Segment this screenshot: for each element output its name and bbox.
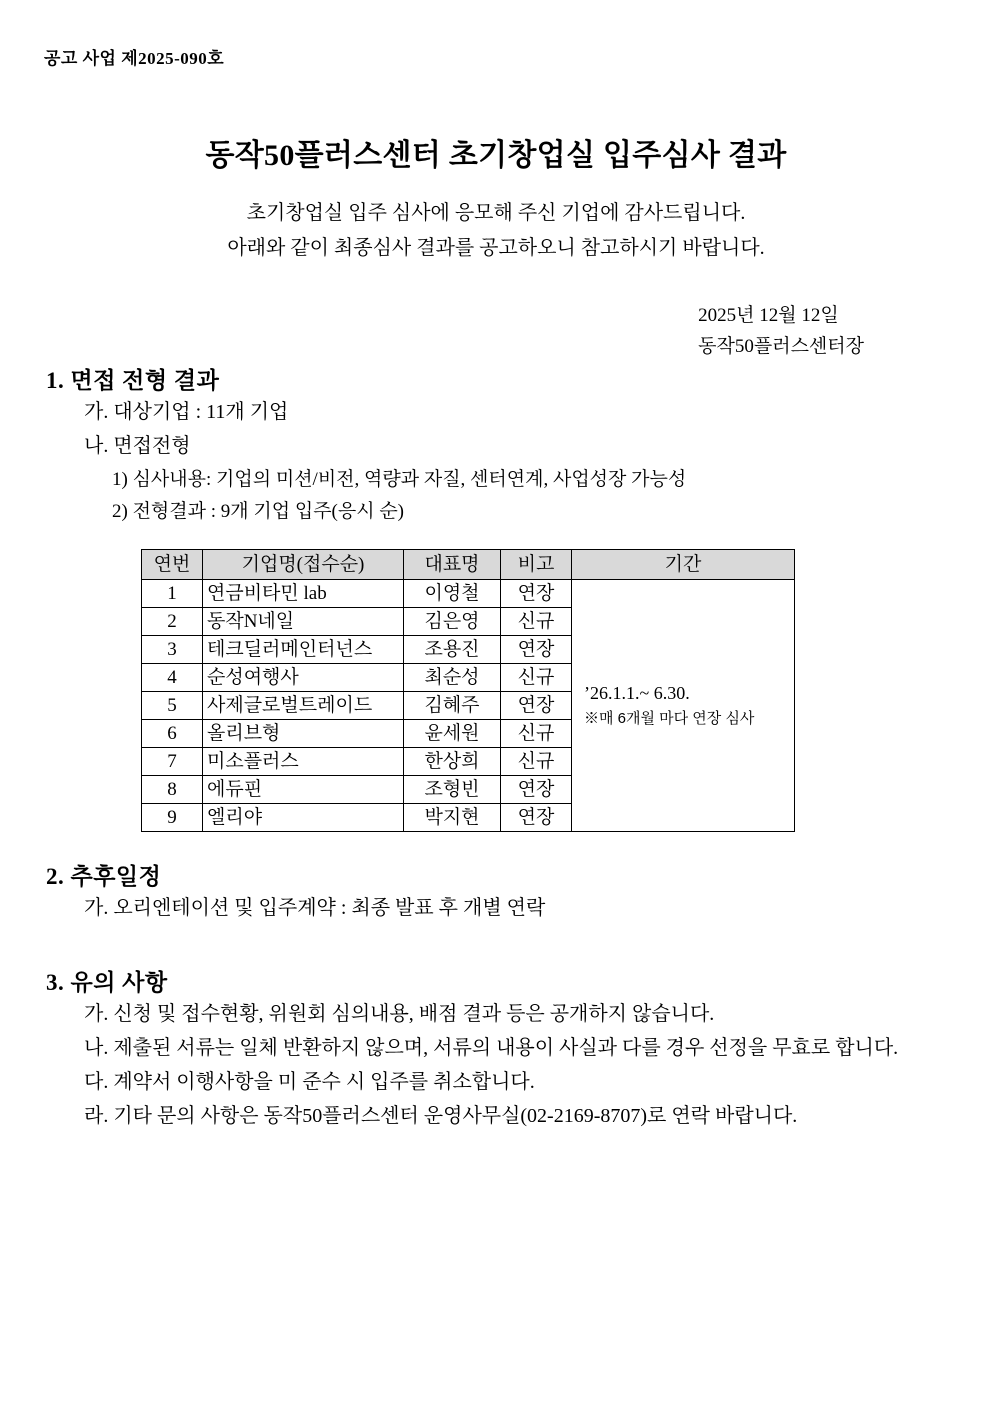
period-note: ※매 6개월 마다 연장 심사 <box>584 709 755 727</box>
cell-no: 9 <box>142 804 203 832</box>
cell-company: 에듀핀 <box>203 776 404 804</box>
section-2-item-a: 가. 오리엔테이션 및 입주계약 : 최종 발표 후 개별 연락 <box>84 897 546 919</box>
issue-date: 2025년 12월 12일 <box>698 305 839 326</box>
cell-note: 신규 <box>501 664 572 692</box>
cell-company: 사제글로벌트레이드 <box>203 692 404 720</box>
cell-company: 올리브형 <box>203 720 404 748</box>
intro-line-1: 초기창업실 입주 심사에 응모해 주신 기업에 감사드립니다. <box>246 202 746 224</box>
period-range: ’26.1.1.~ 6.30. <box>584 682 690 703</box>
cell-company: 연금비타민 lab <box>203 580 404 608</box>
cell-note: 연장 <box>501 804 572 832</box>
signature-block <box>698 300 864 363</box>
section-3-heading: 3. 유의 사항 <box>46 970 168 995</box>
section-interview-results <box>0 362 992 529</box>
cell-rep: 조형빈 <box>404 776 501 804</box>
column-header-note: 비고 <box>501 550 572 580</box>
cell-rep: 한상희 <box>404 748 501 776</box>
cell-rep: 조용진 <box>404 636 501 664</box>
intro-paragraph <box>0 196 992 266</box>
cell-rep: 김혜주 <box>404 692 501 720</box>
cell-note: 연장 <box>501 776 572 804</box>
section-1-heading: 1. 면접 전형 결과 <box>46 368 220 393</box>
column-header-rep: 대표명 <box>404 550 501 580</box>
cell-note: 신규 <box>501 608 572 636</box>
section-1-item-b: 나. 면접전형 <box>84 435 191 458</box>
cell-note: 신규 <box>501 748 572 776</box>
cell-company: 테크딜러메인터넌스 <box>203 636 404 664</box>
section-1-sub-2: 2) 전형결과 : 9개 기업 입주(응시 순) <box>112 501 405 523</box>
cell-company: 미소플러스 <box>203 748 404 776</box>
section-3-item-a: 가. 신청 및 접수현황, 위원회 심의내용, 배점 결과 등은 공개하지 않습니다. <box>84 1003 715 1025</box>
table-header-row <box>142 550 795 580</box>
cell-rep: 윤세원 <box>404 720 501 748</box>
issuer-name: 동작50플러스센터장 <box>698 336 864 358</box>
cell-rep: 박지현 <box>404 804 501 832</box>
cell-no: 1 <box>142 580 203 608</box>
cell-note: 연장 <box>501 636 572 664</box>
column-header-no: 연번 <box>142 550 203 580</box>
cell-rep: 김은영 <box>404 608 501 636</box>
results-table-wrapper <box>141 549 795 832</box>
page-title: 동작50플러스센터 초기창업실 입주심사 결과 <box>205 139 787 173</box>
section-2-heading: 2. 추후일정 <box>46 864 162 889</box>
cell-no: 8 <box>142 776 203 804</box>
cell-no: 2 <box>142 608 203 636</box>
section-3-item-c: 다. 계약서 이행사항을 미 준수 시 입주를 취소합니다. <box>84 1071 535 1093</box>
table-header <box>142 550 795 580</box>
section-1-item-a: 가. 대상기업 : 11개 기업 <box>84 401 289 423</box>
cell-company: 순성여행사 <box>203 664 404 692</box>
cell-company: 동작N네일 <box>203 608 404 636</box>
cell-no: 6 <box>142 720 203 748</box>
cell-no: 3 <box>142 636 203 664</box>
cell-note: 신규 <box>501 720 572 748</box>
cell-company: 엘리야 <box>203 804 404 832</box>
intro-line-2: 아래와 같이 최종심사 결과를 공고하오니 참고하시기 바랍니다. <box>227 237 765 259</box>
cell-period <box>572 580 795 832</box>
column-header-company: 기업명(접수순) <box>203 550 404 580</box>
table-body <box>142 580 795 832</box>
section-1-sub-1: 1) 심사내용: 기업의 미션/비전, 역량과 자질, 센터연계, 사업성장 가능성 <box>112 468 687 490</box>
section-notices <box>0 964 992 1133</box>
cell-no: 5 <box>142 692 203 720</box>
cell-note: 연장 <box>501 580 572 608</box>
table-row <box>142 580 795 608</box>
results-table <box>141 549 795 832</box>
section-3-item-d: 라. 기타 문의 사항은 동작50플러스센터 운영사무실(02-2169-8707)로 연락 바랍니다. <box>84 1105 798 1127</box>
cell-rep: 이영철 <box>404 580 501 608</box>
cell-note: 연장 <box>501 692 572 720</box>
document-number: 공고 사업 제2025-090호 <box>44 49 225 68</box>
cell-no: 4 <box>142 664 203 692</box>
section-upcoming-schedule <box>0 858 992 925</box>
section-3-item-b: 나. 제출된 서류는 일체 반환하지 않으며, 서류의 내용이 사실과 다를 경우 선정을 무효로 합니다. <box>84 1037 899 1059</box>
cell-no: 7 <box>142 748 203 776</box>
cell-rep: 최순성 <box>404 664 501 692</box>
column-header-period: 기간 <box>572 550 795 580</box>
